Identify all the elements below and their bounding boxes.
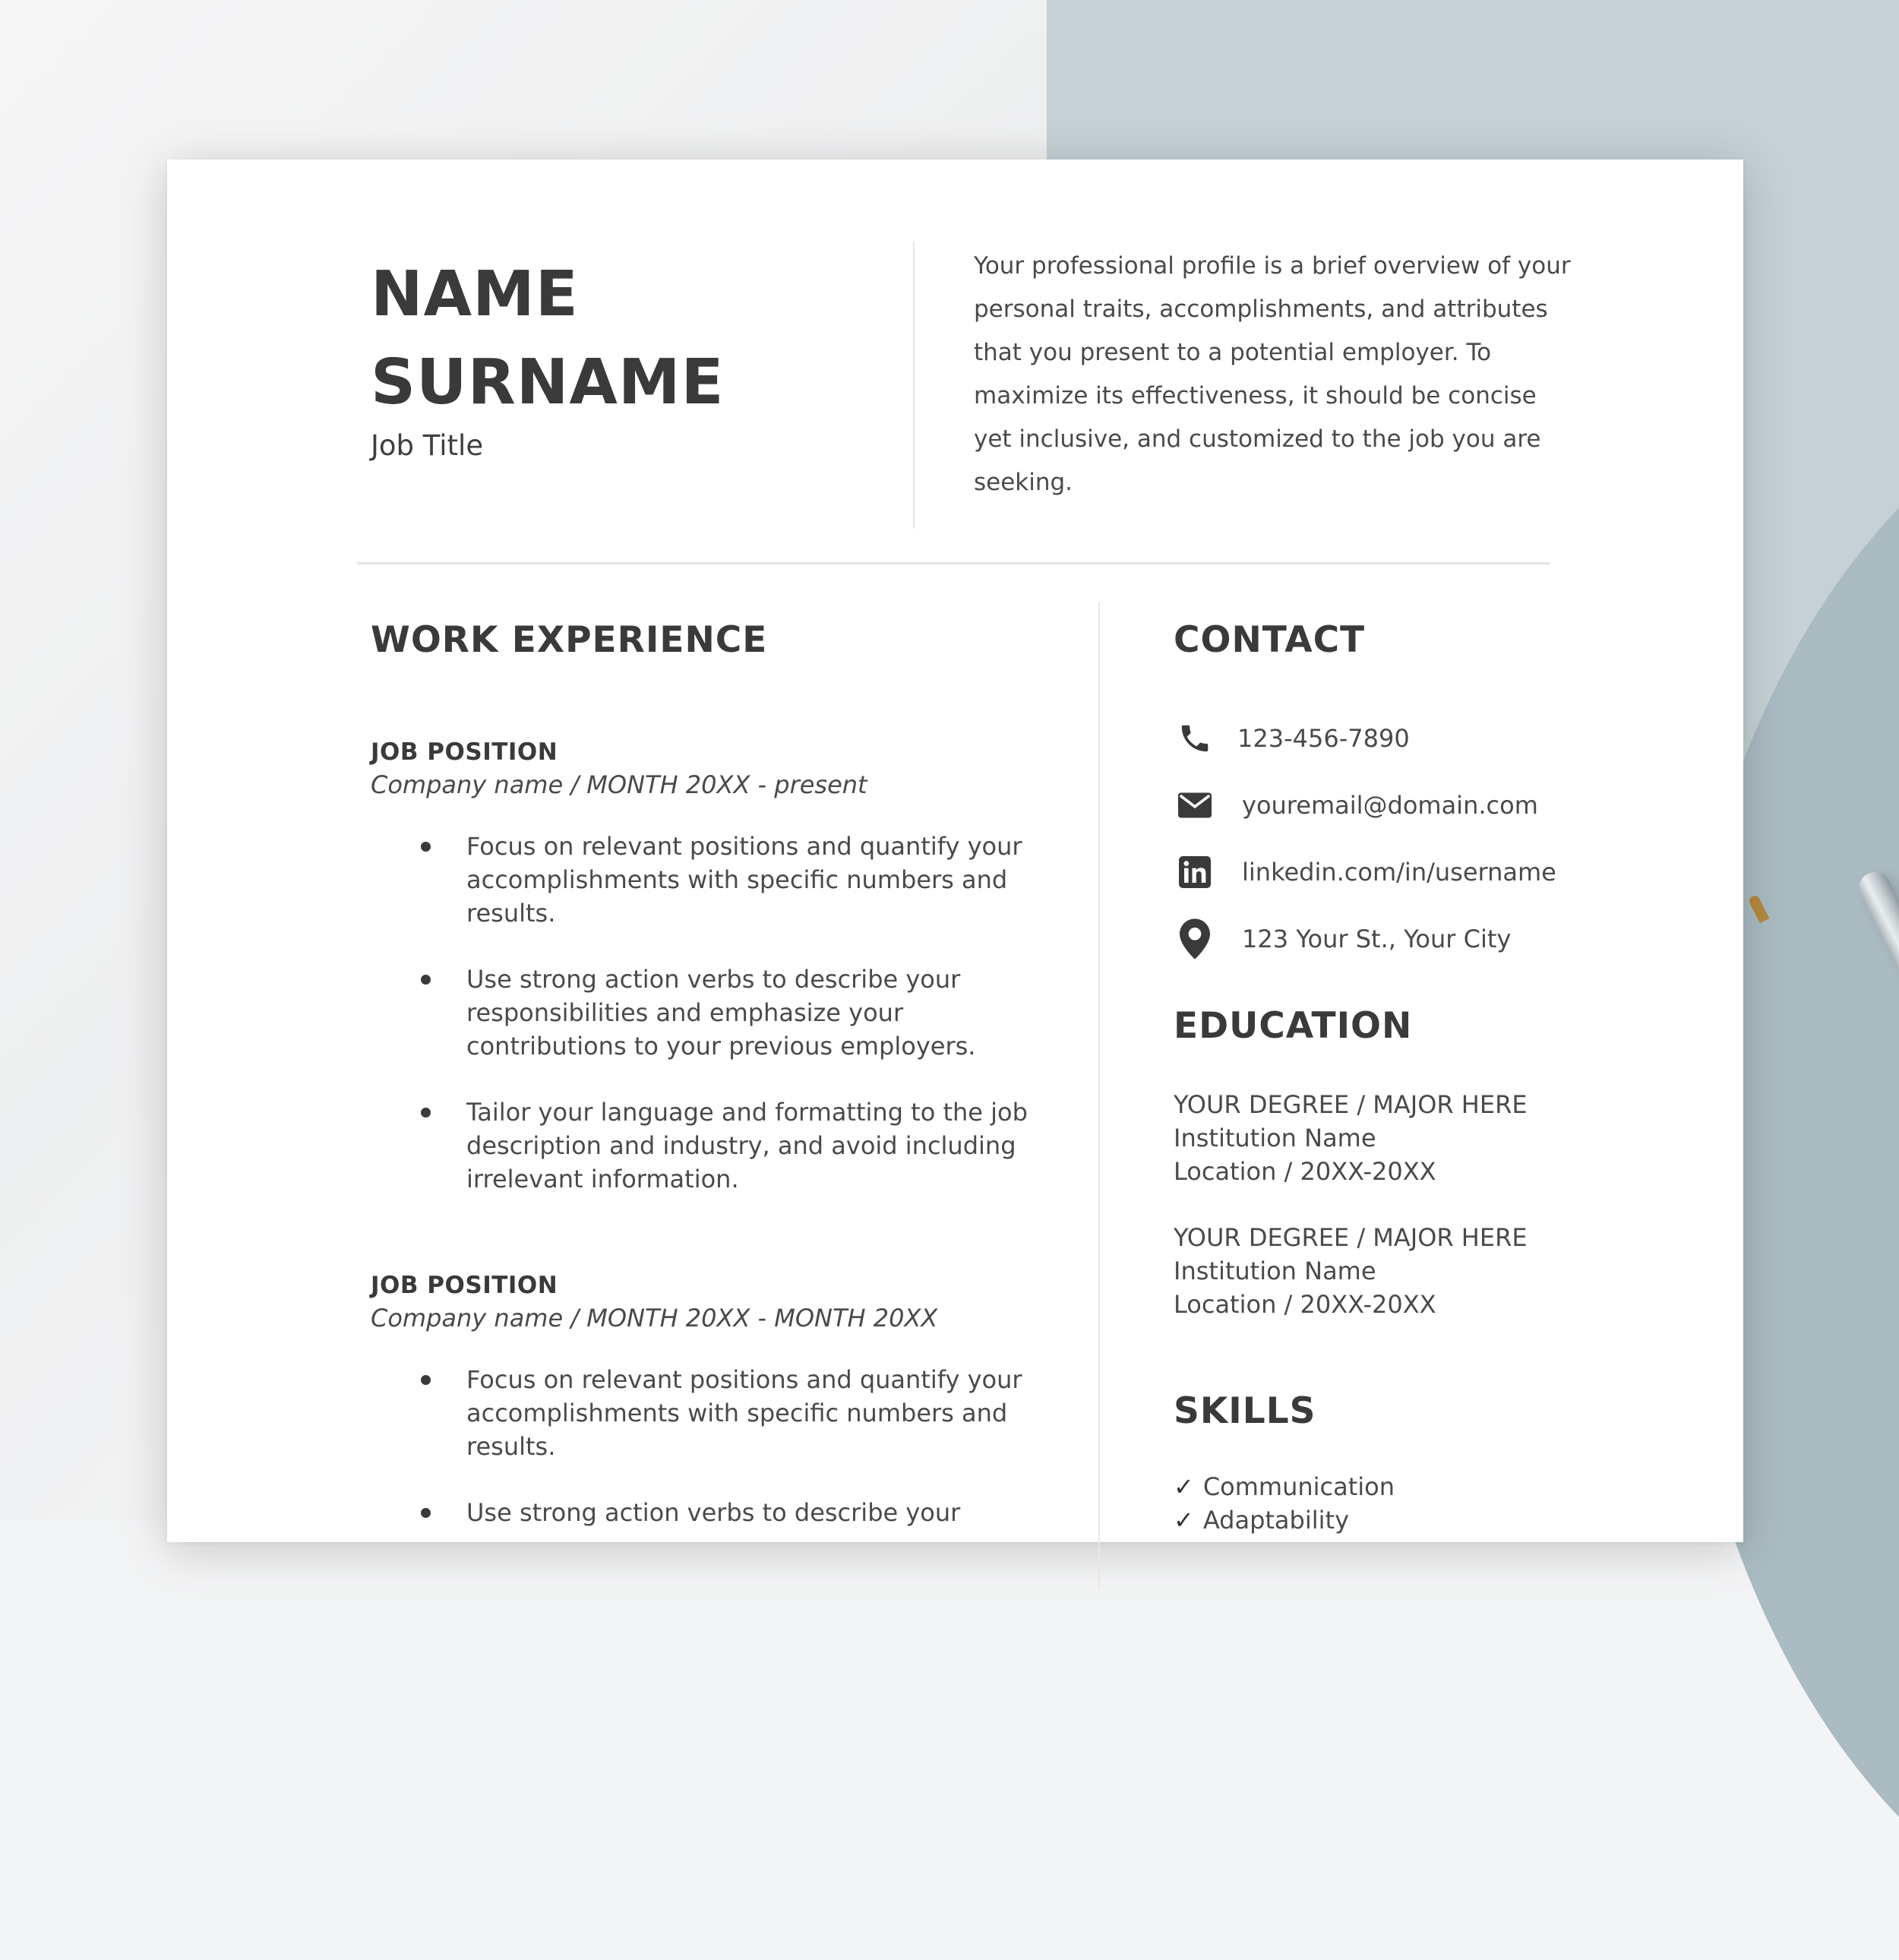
contact-phone[interactable] [1174,716,1410,761]
job-bullets [371,830,1054,1196]
skills-list [1174,1470,1395,1537]
contact-linkedin[interactable] [1174,849,1556,895]
bullet-text: Use strong action verbs to describe your responsibilities and emphasize your contributions to your previous employers. [466,965,976,1061]
name-surname: SURNAME [371,346,725,419]
column-divider [1098,602,1100,1589]
contact-email[interactable] [1174,782,1538,828]
bullet-text: Use strong action verbs to describe your [466,1498,961,1527]
bullet-dot [421,1108,431,1118]
bullet-item [371,1363,1028,1463]
phone-icon [1174,717,1216,760]
skill-item [1174,1470,1395,1503]
resume-page [167,160,1743,1542]
education-entry-1 [1174,1088,1660,1188]
bullet-dot [421,842,431,852]
checkmark-icon: ✓ [1174,1506,1194,1535]
skill-text: Communication [1202,1472,1395,1501]
profile-summary: Your professional profile is a brief overview of your personal traits, accomplishments, and attributes that you present to a potential employer. To maximize its effectiveness, it should be concise yet inclusive, and customized to the job you are seeking. [974,252,1571,496]
job-entry-1 [371,738,1054,1228]
job-bullets [371,1363,1054,1529]
job-position: JOB POSITION [371,738,558,766]
bullet-text: Tailor your language and formatting to the job description and industry, and avoid including irrelevant information. [466,1098,1028,1193]
bullet-item [371,1095,1028,1196]
contact-heading: CONTACT [1174,619,1366,661]
job-entry-2 [371,1272,1054,1562]
contact-text: youremail@domain.com [1242,791,1538,820]
education-institution: Institution Name [1174,1257,1376,1285]
skills-heading: SKILLS [1174,1390,1316,1432]
job-title: Job Title [371,429,484,462]
skill-item [1174,1503,1395,1537]
name-first: NAME [371,258,579,330]
linkedin-icon [1174,851,1216,893]
bullet-dot [421,1508,431,1518]
contact-text: 123-456-7890 [1237,724,1410,753]
job-company: Company name / MONTH 20XX - MONTH 20XX [371,1304,938,1332]
location-pin-icon [1174,918,1216,960]
contact-text: 123 Your St., Your City [1242,925,1512,953]
job-company: Company name / MONTH 20XX - present [371,770,867,799]
job-position: JOB POSITION [371,1272,558,1299]
horizontal-divider [357,562,1550,564]
skill-text: Adaptability [1202,1506,1349,1535]
contact-address[interactable] [1174,916,1511,962]
work-experience-heading: WORK EXPERIENCE [371,619,768,661]
bullet-item [371,1496,1028,1529]
contact-text: linkedin.com/in/username [1242,858,1556,887]
resume-name [371,251,725,427]
bullet-item [371,963,1028,1063]
bullet-text: Focus on relevant positions and quantify your accomplishments with specific numbers and results. [466,832,1022,928]
email-icon [1174,784,1216,827]
education-degree: YOUR DEGREE / MAJOR HERE [1174,1223,1528,1252]
education-institution: Institution Name [1174,1124,1376,1152]
education-heading: EDUCATION [1174,1005,1413,1047]
bullet-item [371,830,1028,930]
education-degree: YOUR DEGREE / MAJOR HERE [1174,1090,1528,1119]
bullet-dot [421,975,431,985]
bullet-dot [421,1375,431,1385]
header-divider [913,242,915,529]
checkmark-icon: ✓ [1174,1472,1194,1501]
bullet-text: Focus on relevant positions and quantify your accomplishments with specific numbers and results. [466,1365,1022,1461]
education-location: Location / 20XX-20XX [1174,1157,1436,1186]
education-entry-2 [1174,1221,1660,1321]
education-location: Location / 20XX-20XX [1174,1290,1436,1319]
